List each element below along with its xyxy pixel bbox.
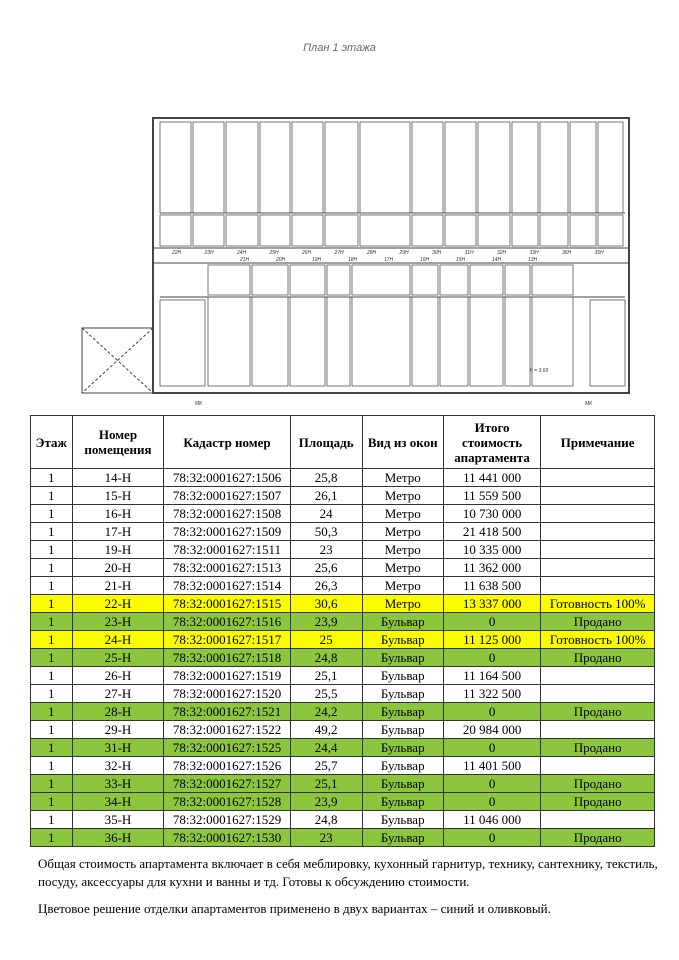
unit-label: 23Н (204, 250, 214, 256)
cell-cadastral: 78:32:0001627:1528 (164, 793, 290, 811)
room (252, 297, 288, 386)
cell-floor: 1 (31, 667, 73, 685)
cell-price: 0 (443, 649, 540, 667)
cell-area: 25,7 (290, 757, 362, 775)
unit-label: 31Н (464, 250, 474, 256)
cell-note: Продано (541, 739, 655, 757)
cell-note: Продано (541, 649, 655, 667)
unit-label: 14Н (492, 257, 502, 263)
bathroom (470, 265, 503, 295)
cell-view: Бульвар (362, 649, 443, 667)
cell-area: 26,3 (290, 577, 362, 595)
cell-area: 25,1 (290, 667, 362, 685)
cell-note: Готовность 100% (541, 631, 655, 649)
cell-cadastral: 78:32:0001627:1515 (164, 595, 290, 613)
room (327, 297, 350, 386)
room (570, 122, 596, 213)
cell-cadastral: 78:32:0001627:1530 (164, 829, 290, 847)
cell-floor: 1 (31, 775, 73, 793)
cell-cadastral: 78:32:0001627:1519 (164, 667, 290, 685)
cell-price: 11 638 500 (443, 577, 540, 595)
cell-view: Бульвар (362, 739, 443, 757)
cell-price: 11 164 500 (443, 667, 540, 685)
cell-view: Метро (362, 595, 443, 613)
room (505, 297, 530, 386)
cell-note (541, 721, 655, 739)
cell-view: Метро (362, 559, 443, 577)
cell-area: 23 (290, 829, 362, 847)
room (260, 122, 290, 213)
cell-view: Метро (362, 577, 443, 595)
cell-area: 24 (290, 505, 362, 523)
cell-unit: 31-Н (72, 739, 164, 757)
room (290, 297, 325, 386)
table-row (31, 829, 655, 847)
cell-cadastral: 78:32:0001627:1509 (164, 523, 290, 541)
column-header: Номер помещения (72, 416, 164, 469)
bathroom (445, 215, 476, 246)
cell-floor: 1 (31, 523, 73, 541)
bathroom (252, 265, 288, 295)
cell-unit: 23-Н (72, 613, 164, 631)
cell-area: 49,2 (290, 721, 362, 739)
cell-price: 20 984 000 (443, 721, 540, 739)
unit-label: 25Н (269, 250, 279, 256)
cell-area: 25,5 (290, 685, 362, 703)
cell-view: Метро (362, 505, 443, 523)
room (360, 122, 410, 213)
bathroom (598, 215, 623, 246)
unit-label: 33Н (529, 250, 539, 256)
cell-note (541, 577, 655, 595)
cell-floor: 1 (31, 595, 73, 613)
room (412, 297, 438, 386)
table-row (31, 523, 655, 541)
bathroom (260, 215, 290, 246)
table-row (31, 559, 655, 577)
bathroom (292, 215, 323, 246)
cell-floor: 1 (31, 721, 73, 739)
bathroom (360, 215, 410, 246)
bathroom (290, 265, 325, 295)
color-scheme-note: Цветовое решение отделки апартаментов применено в двух вариантах – синий и оливковый. (38, 901, 551, 916)
table-row (31, 487, 655, 505)
table-row (31, 793, 655, 811)
cell-cadastral: 78:32:0001627:1520 (164, 685, 290, 703)
bathroom (532, 265, 573, 295)
cell-cadastral: 78:32:0001627:1514 (164, 577, 290, 595)
room (412, 122, 443, 213)
cell-area: 23,9 (290, 793, 362, 811)
bathroom (570, 215, 596, 246)
cell-view: Бульвар (362, 811, 443, 829)
room (226, 122, 258, 213)
room (208, 297, 250, 386)
cell-note: Продано (541, 703, 655, 721)
cell-price: 0 (443, 793, 540, 811)
floor-plan (0, 70, 679, 407)
plan-title: План 1 этажа (303, 42, 376, 54)
cell-area: 26,1 (290, 487, 362, 505)
unit-label: 35Н (594, 250, 604, 256)
unit-label: 22Н (172, 250, 182, 256)
bathroom (226, 215, 258, 246)
room (478, 122, 510, 213)
cell-note (541, 505, 655, 523)
bathroom (440, 265, 468, 295)
cell-price: 0 (443, 703, 540, 721)
unit-label: 20Н (276, 257, 286, 263)
unit-label: 21Н (240, 257, 250, 263)
bathroom (193, 215, 224, 246)
room (193, 122, 224, 213)
column-header: Площадь (290, 416, 362, 469)
cell-view: Метро (362, 541, 443, 559)
cell-cadastral: 78:32:0001627:1506 (164, 469, 290, 487)
cell-note (541, 685, 655, 703)
cell-cadastral: 78:32:0001627:1518 (164, 649, 290, 667)
cell-price: 11 322 500 (443, 685, 540, 703)
cell-unit: 32-Н (72, 757, 164, 775)
bathroom (478, 215, 510, 246)
unit-label: 15Н (456, 257, 466, 263)
room (470, 297, 503, 386)
room (445, 122, 476, 213)
unit-label: 24Н (237, 250, 247, 256)
cell-cadastral: 78:32:0001627:1525 (164, 739, 290, 757)
cell-floor: 1 (31, 703, 73, 721)
stairwell (590, 300, 625, 386)
cell-area: 23 (290, 541, 362, 559)
table-row (31, 595, 655, 613)
cell-floor: 1 (31, 469, 73, 487)
table-row (31, 757, 655, 775)
cell-cadastral: 78:32:0001627:1517 (164, 631, 290, 649)
cell-cadastral: 78:32:0001627:1527 (164, 775, 290, 793)
bathroom (540, 215, 568, 246)
cell-floor: 1 (31, 559, 73, 577)
room (440, 297, 468, 386)
cell-unit: 27-Н (72, 685, 164, 703)
cell-view: Бульвар (362, 703, 443, 721)
cell-cadastral: 78:32:0001627:1507 (164, 487, 290, 505)
cell-floor: 1 (31, 829, 73, 847)
cell-view: Метро (362, 487, 443, 505)
cell-floor: 1 (31, 631, 73, 649)
cell-price: 0 (443, 739, 540, 757)
cell-unit: 24-Н (72, 631, 164, 649)
cell-area: 25,6 (290, 559, 362, 577)
cell-area: 25 (290, 631, 362, 649)
cell-area: 30,6 (290, 595, 362, 613)
column-header: Итого стоимость апартамента (443, 416, 540, 469)
cell-view: Бульвар (362, 721, 443, 739)
column-header: Этаж (31, 416, 73, 469)
cell-unit: 21-Н (72, 577, 164, 595)
cell-floor: 1 (31, 613, 73, 631)
cell-note: Продано (541, 775, 655, 793)
bathroom (412, 265, 438, 295)
cell-note: Продано (541, 613, 655, 631)
column-header: Кадастр номер (164, 416, 290, 469)
unit-label: 29Н (399, 250, 409, 256)
cell-unit: 25-Н (72, 649, 164, 667)
cell-area: 24,4 (290, 739, 362, 757)
cell-unit: 34-Н (72, 793, 164, 811)
cell-price: 13 337 000 (443, 595, 540, 613)
cell-area: 24,2 (290, 703, 362, 721)
cell-view: Метро (362, 469, 443, 487)
cell-cadastral: 78:32:0001627:1526 (164, 757, 290, 775)
cell-cadastral: 78:32:0001627:1516 (164, 613, 290, 631)
unit-label: 26Н (302, 250, 312, 256)
cell-note (541, 523, 655, 541)
table-row (31, 577, 655, 595)
unit-label: 32Н (497, 250, 507, 256)
cell-floor: 1 (31, 811, 73, 829)
bathroom (160, 215, 191, 246)
cell-area: 24,8 (290, 649, 362, 667)
cell-price: 11 559 500 (443, 487, 540, 505)
cell-floor: 1 (31, 757, 73, 775)
cell-unit: 17-Н (72, 523, 164, 541)
cell-cadastral: 78:32:0001627:1521 (164, 703, 290, 721)
cell-price: 11 362 000 (443, 559, 540, 577)
room (512, 122, 538, 213)
cell-view: Бульвар (362, 775, 443, 793)
table-row (31, 739, 655, 757)
cell-cadastral: 78:32:0001627:1513 (164, 559, 290, 577)
unit-label: 13Н (528, 257, 538, 263)
room (598, 122, 623, 213)
cell-note (541, 667, 655, 685)
unit-label: 30Н (432, 250, 442, 256)
room (540, 122, 568, 213)
bathroom (325, 215, 358, 246)
cell-unit: 20-Н (72, 559, 164, 577)
cell-view: Бульвар (362, 631, 443, 649)
bathroom (505, 265, 530, 295)
cell-cadastral: 78:32:0001627:1508 (164, 505, 290, 523)
cell-cadastral: 78:32:0001627:1529 (164, 811, 290, 829)
room (352, 297, 410, 386)
cell-note (541, 487, 655, 505)
cell-note: Продано (541, 829, 655, 847)
cell-note (541, 811, 655, 829)
price-includes-note: Общая стоимость апартамента включает в себя меблировку, кухонный гарнитур, технику, сантехнику, текстиль, посуду, аксессуары для кухни и ванны и тд. Готовы к обсуждению стоимости. (38, 856, 658, 889)
table-row (31, 469, 655, 487)
cell-note: Готовность 100% (541, 595, 655, 613)
bathroom (327, 265, 350, 295)
table-row (31, 505, 655, 523)
cell-view: Бульвар (362, 829, 443, 847)
unit-label: 27Н (334, 250, 344, 256)
cell-price: 0 (443, 613, 540, 631)
room (292, 122, 323, 213)
cell-note (541, 559, 655, 577)
unit-label: 17Н (384, 257, 394, 263)
apartments-table (30, 415, 655, 847)
unit-label: 19Н (312, 257, 322, 263)
table-row (31, 667, 655, 685)
cell-note (541, 757, 655, 775)
cell-floor: 1 (31, 649, 73, 667)
cell-unit: 35-Н (72, 811, 164, 829)
column-header: Вид из окон (362, 416, 443, 469)
bathroom (208, 265, 250, 295)
cell-view: Метро (362, 523, 443, 541)
cell-cadastral: 78:32:0001627:1522 (164, 721, 290, 739)
table-row (31, 775, 655, 793)
cell-price: 0 (443, 775, 540, 793)
bathroom (412, 215, 443, 246)
cell-price: 11 046 000 (443, 811, 540, 829)
cell-area: 24,8 (290, 811, 362, 829)
cell-floor: 1 (31, 577, 73, 595)
cell-view: Бульвар (362, 667, 443, 685)
room (325, 122, 358, 213)
cell-cadastral: 78:32:0001627:1511 (164, 541, 290, 559)
cell-note (541, 469, 655, 487)
table-row (31, 703, 655, 721)
cell-view: Бульвар (362, 757, 443, 775)
cell-unit: 15-Н (72, 487, 164, 505)
plan-height-note: h = 3.69 (530, 368, 549, 374)
cell-unit: 26-Н (72, 667, 164, 685)
cell-area: 25,8 (290, 469, 362, 487)
cell-unit: 28-Н (72, 703, 164, 721)
bathroom (512, 215, 538, 246)
cell-floor: 1 (31, 685, 73, 703)
bathroom (352, 265, 410, 295)
cell-floor: 1 (31, 793, 73, 811)
cell-price: 11 441 000 (443, 469, 540, 487)
cell-view: Бульвар (362, 613, 443, 631)
cell-view: Бульвар (362, 793, 443, 811)
cell-view: Бульвар (362, 685, 443, 703)
table-row (31, 811, 655, 829)
unit-label: 28Н (367, 250, 377, 256)
cell-price: 11 125 000 (443, 631, 540, 649)
entrance-right-label: МК (585, 401, 593, 407)
cell-note (541, 541, 655, 559)
cell-area: 50,3 (290, 523, 362, 541)
cell-unit: 16-Н (72, 505, 164, 523)
cell-price: 0 (443, 829, 540, 847)
cell-area: 23,9 (290, 613, 362, 631)
cell-floor: 1 (31, 487, 73, 505)
cell-unit: 29-Н (72, 721, 164, 739)
column-header: Примечание (541, 416, 655, 469)
table-row (31, 649, 655, 667)
cell-area: 25,1 (290, 775, 362, 793)
unit-label: 18Н (348, 257, 358, 263)
stairwell (160, 300, 205, 386)
cell-unit: 19-Н (72, 541, 164, 559)
cell-note: Продано (541, 793, 655, 811)
unit-label: 36Н (562, 250, 572, 256)
table-header-row (31, 416, 655, 469)
table-row (31, 721, 655, 739)
unit-label: 16Н (420, 257, 430, 263)
entrance-left-label: МК (195, 401, 203, 407)
cell-floor: 1 (31, 541, 73, 559)
table-row (31, 685, 655, 703)
cell-price: 21 418 500 (443, 523, 540, 541)
cell-unit: 33-Н (72, 775, 164, 793)
cell-price: 10 335 000 (443, 541, 540, 559)
cell-unit: 36-Н (72, 829, 164, 847)
cell-price: 10 730 000 (443, 505, 540, 523)
cell-floor: 1 (31, 739, 73, 757)
table-row (31, 631, 655, 649)
room (160, 122, 191, 213)
cell-floor: 1 (31, 505, 73, 523)
cell-price: 11 401 500 (443, 757, 540, 775)
cell-unit: 14-Н (72, 469, 164, 487)
cell-unit: 22-Н (72, 595, 164, 613)
table-row (31, 613, 655, 631)
table-row (31, 541, 655, 559)
